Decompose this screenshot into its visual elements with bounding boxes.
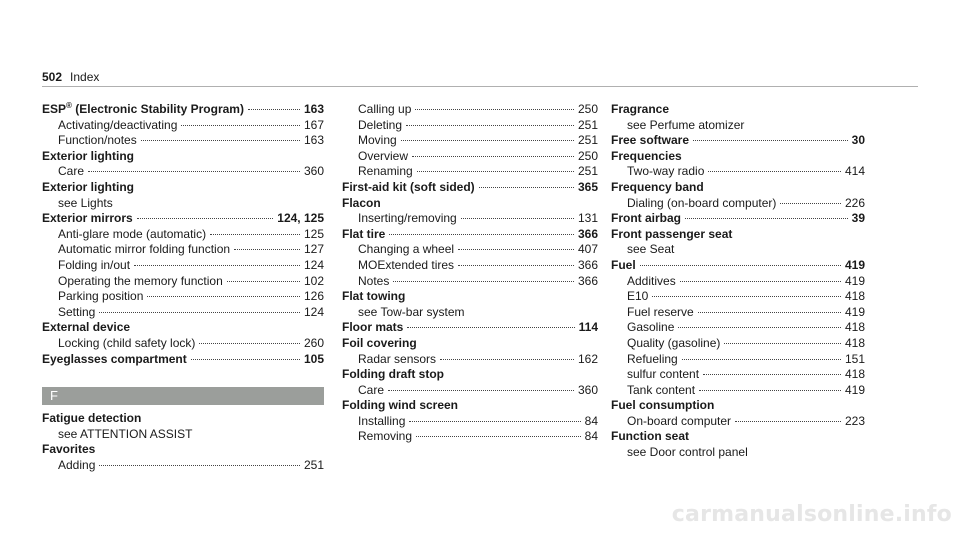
entry-label	[627, 305, 694, 321]
dot-leader	[389, 234, 574, 235]
page-reference: 251	[303, 457, 324, 472]
entry-label	[611, 429, 689, 445]
index-see-reference	[42, 427, 324, 443]
dot-leader	[137, 218, 274, 219]
entry-label-text: Tank content	[627, 382, 696, 397]
entry-label	[58, 118, 177, 134]
entry-label-text: Function/notes	[58, 133, 137, 148]
entry-label	[342, 196, 381, 212]
entry-label	[611, 133, 689, 149]
watermark: carmanualsonline.info	[671, 502, 952, 527]
dot-leader	[409, 421, 580, 422]
entry-label-text: Operating the memory function	[58, 273, 223, 288]
index-subentry	[42, 305, 324, 321]
entry-label	[58, 289, 143, 305]
entry-label-text: ESP	[42, 102, 67, 116]
entry-label	[611, 211, 681, 227]
entry-label	[358, 133, 397, 149]
page-reference: 151	[844, 351, 865, 366]
entry-label-text: Fuel consumption	[611, 398, 715, 413]
entry-label-text: Exterior lighting	[42, 179, 135, 194]
dot-leader	[415, 109, 574, 110]
entry-label	[358, 164, 413, 180]
page-reference: 223	[844, 413, 865, 428]
index-entry	[42, 411, 324, 427]
index-column-1	[42, 102, 324, 473]
index-entry	[342, 320, 598, 336]
entry-label	[611, 149, 682, 165]
entry-label	[42, 149, 134, 165]
dot-leader	[461, 218, 574, 219]
entry-label-text: Removing	[358, 429, 413, 444]
dot-leader	[682, 359, 841, 360]
entry-label-text: Front passenger seat	[611, 226, 733, 241]
registered-mark: ®	[66, 101, 72, 110]
entry-label-text: Activating/deactivating	[58, 117, 178, 132]
dot-leader	[401, 140, 574, 141]
dot-leader	[388, 390, 574, 391]
entry-label-text: Flacon	[342, 195, 381, 210]
index-subentry	[42, 242, 324, 258]
entry-label	[342, 398, 458, 414]
entry-label	[627, 196, 776, 212]
entry-label-text: Quality (gasoline)	[627, 335, 721, 350]
entry-label	[58, 164, 84, 180]
page-reference: 131	[577, 211, 598, 226]
page-reference: 250	[577, 148, 598, 163]
index-subentry	[342, 164, 598, 180]
entry-label-text: Anti-glare mode (automatic)	[58, 226, 207, 241]
page-reference: 419	[844, 273, 865, 288]
page-reference: 418	[844, 320, 865, 335]
dot-leader	[708, 171, 841, 172]
dot-leader	[227, 281, 300, 282]
index-subentry	[611, 289, 865, 305]
entry-label-text: Flat towing	[342, 289, 406, 304]
entry-label	[358, 258, 454, 274]
section-title: Index	[70, 70, 100, 84]
index-entry	[611, 180, 865, 196]
entry-label-text: First-aid kit (soft sided)	[342, 179, 475, 194]
index-entry	[611, 133, 865, 149]
entry-label	[358, 149, 408, 165]
page-reference: 407	[577, 242, 598, 257]
index-entry	[342, 367, 598, 383]
entry-label-text: Folding in/out	[58, 257, 131, 272]
page-reference: 251	[577, 117, 598, 132]
entry-label-text: Deleting	[358, 117, 403, 132]
entry-label-text: Inserting/removing	[358, 211, 457, 226]
dot-leader	[735, 421, 841, 422]
page-reference: 418	[844, 335, 865, 350]
page-reference: 251	[577, 164, 598, 179]
index-subentry	[42, 133, 324, 149]
entry-label-text: see Perfume atomizer	[627, 117, 745, 132]
entry-label-text: see Door control panel	[627, 445, 748, 460]
page-reference: 167	[303, 117, 324, 132]
page-reference: 126	[303, 289, 324, 304]
entry-label-text: see Tow-bar system	[358, 304, 465, 319]
dot-leader	[724, 343, 841, 344]
page-reference: 250	[577, 102, 598, 116]
entry-label-text: Fragrance	[611, 102, 670, 116]
dot-leader	[181, 125, 300, 126]
entry-label-text: Adding	[58, 457, 96, 472]
entry-label	[627, 242, 674, 258]
entry-label	[58, 458, 95, 474]
entry-label	[358, 211, 457, 227]
entry-label-text: Installing	[358, 413, 406, 428]
index-subentry	[611, 164, 865, 180]
entry-label-text: Automatic mirror folding function	[58, 242, 231, 257]
page-reference: 105	[303, 351, 324, 366]
entry-label	[58, 336, 195, 352]
entry-label	[58, 227, 206, 243]
entry-label-text: Additives	[627, 273, 676, 288]
dot-leader	[210, 234, 300, 235]
index-subentry	[342, 211, 598, 227]
page-reference: 124	[303, 257, 324, 272]
index-subentry	[342, 383, 598, 399]
index-subentry	[611, 196, 865, 212]
entry-label-text: Two-way radio	[627, 164, 705, 179]
dot-leader	[458, 265, 574, 266]
entry-label	[42, 442, 95, 458]
dot-leader	[680, 281, 841, 282]
header-divider	[42, 86, 918, 87]
entry-label-text: Function seat	[611, 429, 690, 444]
page-header	[42, 70, 99, 84]
page-reference: 414	[844, 164, 865, 179]
entry-label-text: Favorites	[42, 442, 96, 457]
entry-label	[42, 180, 134, 196]
index-entry	[42, 352, 324, 368]
entry-label-text: Parking position	[58, 289, 144, 304]
index-subentry	[342, 102, 598, 118]
index-subentry	[42, 458, 324, 474]
entry-label	[342, 227, 385, 243]
index-subentry	[42, 258, 324, 274]
dot-leader	[685, 218, 848, 219]
entry-label	[58, 258, 130, 274]
index-entry	[342, 227, 598, 243]
dot-leader	[440, 359, 574, 360]
entry-label	[358, 352, 436, 368]
section-letter-band: F	[42, 387, 324, 405]
index-subentry	[342, 352, 598, 368]
entry-label-text: Renaming	[358, 164, 413, 179]
entry-label	[58, 196, 113, 212]
index-entry	[611, 149, 865, 165]
entry-label	[358, 242, 454, 258]
page-reference: 125	[303, 226, 324, 241]
dot-leader	[407, 327, 574, 328]
index-subentry	[342, 118, 598, 134]
entry-label	[342, 336, 417, 352]
entry-label	[358, 429, 412, 445]
page-reference: 419	[844, 382, 865, 397]
index-entry	[342, 180, 598, 196]
dot-leader	[199, 343, 300, 344]
index-entry	[42, 180, 324, 196]
entry-label-text: Fuel	[611, 257, 636, 272]
index-see-reference	[611, 242, 865, 258]
page-reference: 365	[577, 179, 598, 194]
index-entry	[611, 211, 865, 227]
index-entry	[342, 336, 598, 352]
entry-label	[627, 414, 731, 430]
page-reference: 102	[303, 273, 324, 288]
index-subentry	[42, 289, 324, 305]
entry-label-text: External device	[42, 320, 131, 335]
entry-label	[42, 320, 130, 336]
entry-label	[358, 118, 402, 134]
index-subentry	[611, 383, 865, 399]
entry-label	[42, 211, 133, 227]
entry-label-rest: (Electronic Stability Program)	[71, 102, 244, 116]
dot-leader	[88, 171, 300, 172]
entry-label-text: see Lights	[58, 195, 113, 210]
page-reference: 30	[851, 133, 865, 148]
entry-label-text: Setting	[58, 304, 96, 319]
page-reference: 360	[303, 164, 324, 179]
entry-label	[611, 398, 714, 414]
dot-leader	[479, 187, 574, 188]
page-reference: 419	[844, 304, 865, 319]
entry-label	[627, 118, 744, 134]
index-subentry	[42, 336, 324, 352]
entry-label-text: Folding wind screen	[342, 398, 459, 413]
entry-label	[342, 367, 444, 383]
index-subentry	[611, 274, 865, 290]
index-see-reference	[342, 305, 598, 321]
entry-label	[611, 180, 704, 196]
dot-leader	[640, 265, 841, 266]
index-column-3	[611, 102, 865, 461]
entry-label-text: On-board computer	[627, 413, 732, 428]
index-entry	[42, 320, 324, 336]
entry-label-text: Care	[58, 164, 85, 179]
entry-label-text: E10	[627, 289, 649, 304]
entry-label-text: Foil covering	[342, 335, 417, 350]
entry-label-text: see Seat	[627, 242, 675, 257]
index-subentry	[342, 414, 598, 430]
page-reference: 124, 125	[277, 211, 324, 226]
entry-label-text: Folding draft stop	[342, 367, 444, 382]
entry-label	[58, 427, 192, 443]
index-column-2	[342, 102, 598, 445]
page-reference: 114	[578, 320, 598, 335]
page-reference: 127	[303, 242, 324, 257]
entry-label	[627, 274, 676, 290]
index-subentry	[342, 274, 598, 290]
index-entry	[42, 211, 324, 227]
index-entry	[611, 258, 865, 274]
entry-label-text: Calling up	[358, 102, 412, 116]
index-entry	[342, 398, 598, 414]
dot-leader	[458, 249, 574, 250]
page-reference: 366	[577, 273, 598, 288]
entry-label	[611, 258, 636, 274]
entry-label	[358, 383, 384, 399]
entry-label-text: Front airbag	[611, 211, 682, 226]
entry-label-text: Gasoline	[627, 320, 675, 335]
page-reference: 360	[577, 382, 598, 397]
index-subentry	[342, 242, 598, 258]
entry-label	[58, 274, 223, 290]
dot-leader	[698, 312, 841, 313]
entry-label-text: Eyeglasses compartment	[42, 351, 187, 366]
dot-leader	[652, 296, 841, 297]
entry-label	[627, 164, 704, 180]
index-entry	[342, 196, 598, 212]
entry-label-text: Fuel reserve	[627, 304, 694, 319]
index-subentry	[342, 429, 598, 445]
entry-label	[342, 180, 475, 196]
page-reference: 124	[303, 304, 324, 319]
index-subentry	[611, 320, 865, 336]
dot-leader	[417, 171, 574, 172]
index-subentry	[342, 133, 598, 149]
page-reference: 39	[851, 211, 865, 226]
entry-label-text: Refueling	[627, 351, 678, 366]
index-subentry	[42, 118, 324, 134]
page-reference: 366	[577, 257, 598, 272]
page-reference: 162	[577, 351, 598, 366]
index-entry	[342, 289, 598, 305]
index-subentry	[42, 274, 324, 290]
index-subentry	[342, 149, 598, 165]
index-see-reference	[611, 118, 865, 134]
index-subentry	[611, 336, 865, 352]
page-reference: 84	[584, 413, 598, 428]
page-reference: 163	[303, 102, 324, 116]
dot-leader	[703, 374, 841, 375]
dot-leader	[412, 156, 574, 157]
index-subentry	[611, 305, 865, 321]
index-entry	[611, 102, 865, 118]
entry-label	[342, 289, 405, 305]
index-subentry	[611, 352, 865, 368]
entry-label-text: see ATTENTION ASSIST	[58, 426, 193, 441]
index-subentry	[611, 367, 865, 383]
entry-label-text: Dialing (on-board computer)	[627, 195, 777, 210]
page-number: 502	[42, 70, 63, 84]
entry-label	[358, 102, 411, 118]
index-subentry	[42, 164, 324, 180]
index-subentry	[342, 258, 598, 274]
dot-leader	[693, 140, 848, 141]
entry-label	[358, 274, 389, 290]
entry-label	[342, 320, 403, 336]
entry-label-text: Exterior lighting	[42, 148, 135, 163]
entry-label	[627, 320, 674, 336]
entry-label	[627, 289, 648, 305]
entry-label-text: Floor mats	[342, 320, 404, 335]
dot-leader	[393, 281, 574, 282]
page-reference: 260	[303, 335, 324, 350]
page-reference: 366	[577, 226, 598, 241]
page-reference: 418	[844, 367, 865, 382]
dot-leader	[248, 109, 300, 110]
entry-label	[58, 305, 95, 321]
entry-label	[627, 445, 748, 461]
dot-leader	[406, 125, 574, 126]
entry-label-text: Frequencies	[611, 148, 682, 163]
dot-leader	[99, 465, 300, 466]
page-reference: 84	[584, 429, 598, 444]
entry-label-text: MOExtended tires	[358, 257, 455, 272]
dot-leader	[147, 296, 300, 297]
index-entry	[611, 398, 865, 414]
index-entry	[42, 102, 324, 118]
index-entry	[42, 442, 324, 458]
entry-label	[627, 367, 699, 383]
dot-leader	[780, 203, 841, 204]
index-subentry	[611, 414, 865, 430]
entry-label	[42, 102, 244, 118]
dot-leader	[134, 265, 300, 266]
entry-label-text: Overview	[358, 148, 409, 163]
dot-leader	[699, 390, 841, 391]
dot-leader	[99, 312, 300, 313]
dot-leader	[416, 436, 581, 437]
entry-label	[358, 305, 464, 321]
entry-label	[627, 336, 720, 352]
entry-label	[611, 102, 669, 118]
entry-label-text: Radar sensors	[358, 351, 437, 366]
index-see-reference	[42, 196, 324, 212]
entry-label-text: Frequency band	[611, 179, 704, 194]
entry-label	[627, 383, 695, 399]
page-reference: 163	[303, 133, 324, 148]
entry-label-text: Exterior mirrors	[42, 211, 133, 226]
entry-label-text: Fatigue detection	[42, 411, 142, 426]
entry-label-text: Care	[358, 382, 385, 397]
page-reference: 419	[844, 257, 865, 272]
entry-label	[58, 133, 137, 149]
index-entry	[611, 227, 865, 243]
entry-label	[627, 352, 678, 368]
entry-label-text: Locking (child safety lock)	[58, 335, 196, 350]
dot-leader	[234, 249, 300, 250]
index-entry	[611, 429, 865, 445]
dot-leader	[191, 359, 300, 360]
entry-label	[58, 242, 230, 258]
entry-label-text: sulfur content	[627, 367, 700, 382]
page-reference: 226	[844, 195, 865, 210]
entry-label-text: Moving	[358, 133, 397, 148]
entry-label-text: Notes	[358, 273, 390, 288]
dot-leader	[678, 327, 841, 328]
entry-label	[358, 414, 405, 430]
entry-label-text: Free software	[611, 133, 690, 148]
dot-leader	[141, 140, 300, 141]
page-reference: 418	[844, 289, 865, 304]
entry-label	[42, 411, 141, 427]
index-entry	[42, 149, 324, 165]
page-reference: 251	[577, 133, 598, 148]
entry-label	[42, 352, 187, 368]
entry-label-text: Flat tire	[342, 226, 386, 241]
index-subentry	[42, 227, 324, 243]
index-see-reference	[611, 445, 865, 461]
entry-label	[611, 227, 732, 243]
entry-label-text: Changing a wheel	[358, 242, 455, 257]
